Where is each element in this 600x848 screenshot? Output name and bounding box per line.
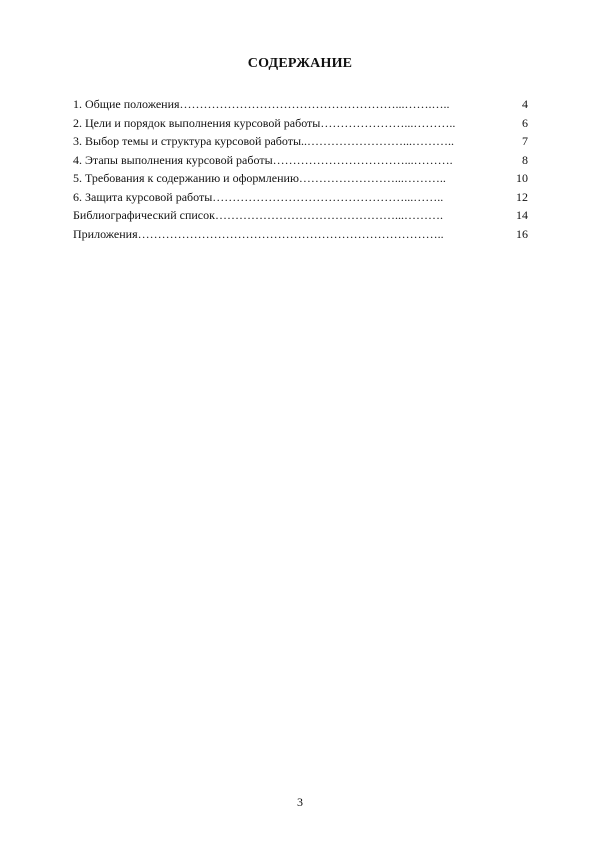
- toc-entry-title: 3. Выбор темы и структура курсовой работы..: [73, 134, 308, 148]
- toc-entry: [73, 151, 528, 170]
- toc-heading: СОДЕРЖАНИЕ: [247, 56, 353, 71]
- toc-entry-title: 6. Защита курсовой работы: [73, 189, 213, 204]
- toc-entry-title: Приложения: [73, 226, 138, 241]
- toc-entry: [73, 95, 528, 114]
- toc-entry-title: 2. Цели и порядок выполнения курсовой работы: [73, 115, 321, 130]
- table-of-contents: [73, 95, 528, 243]
- toc-entry-page: 12: [510, 188, 528, 207]
- toc-entry-page: 6: [516, 114, 528, 133]
- toc-entry-page: 10: [510, 169, 528, 188]
- toc-leader-dots: ……………………………...……….: [272, 152, 453, 167]
- toc-entry: [73, 206, 528, 225]
- toc-entry: [73, 114, 528, 133]
- toc-entry-page: 7: [516, 132, 528, 151]
- toc-entry: [73, 188, 528, 207]
- toc-entry-page: 14: [510, 206, 528, 225]
- toc-leader-dots: ………………………………………...……….: [214, 208, 443, 222]
- toc-entry: [73, 169, 528, 188]
- toc-entry: [73, 225, 528, 244]
- toc-entry-page: 8: [516, 151, 528, 170]
- toc-leader-dots: ……………………...………..: [307, 134, 455, 148]
- toc-leader-dots: …………………………………………...……..: [212, 189, 444, 204]
- toc-leader-dots: …………………...………..: [320, 115, 456, 130]
- toc-leader-dots: ………………………………………………...…….…..: [179, 97, 450, 111]
- toc-entry-title: Библиографический список: [73, 208, 215, 222]
- toc-entry-page: 16: [510, 225, 528, 244]
- toc-entry-page: 4: [516, 95, 528, 114]
- toc-entry-title: 1. Общие положения: [73, 97, 180, 111]
- toc-entry-title: 5. Требования к содержанию и оформлению: [73, 171, 299, 185]
- toc-entry-title: 4. Этапы выполнения курсовой работы: [73, 152, 273, 167]
- toc-leader-dots: …………………………………………………………………..: [137, 226, 444, 241]
- toc-leader-dots: ……………………...………..: [298, 171, 446, 185]
- page-number: 3: [297, 795, 303, 809]
- toc-entry: [73, 132, 528, 151]
